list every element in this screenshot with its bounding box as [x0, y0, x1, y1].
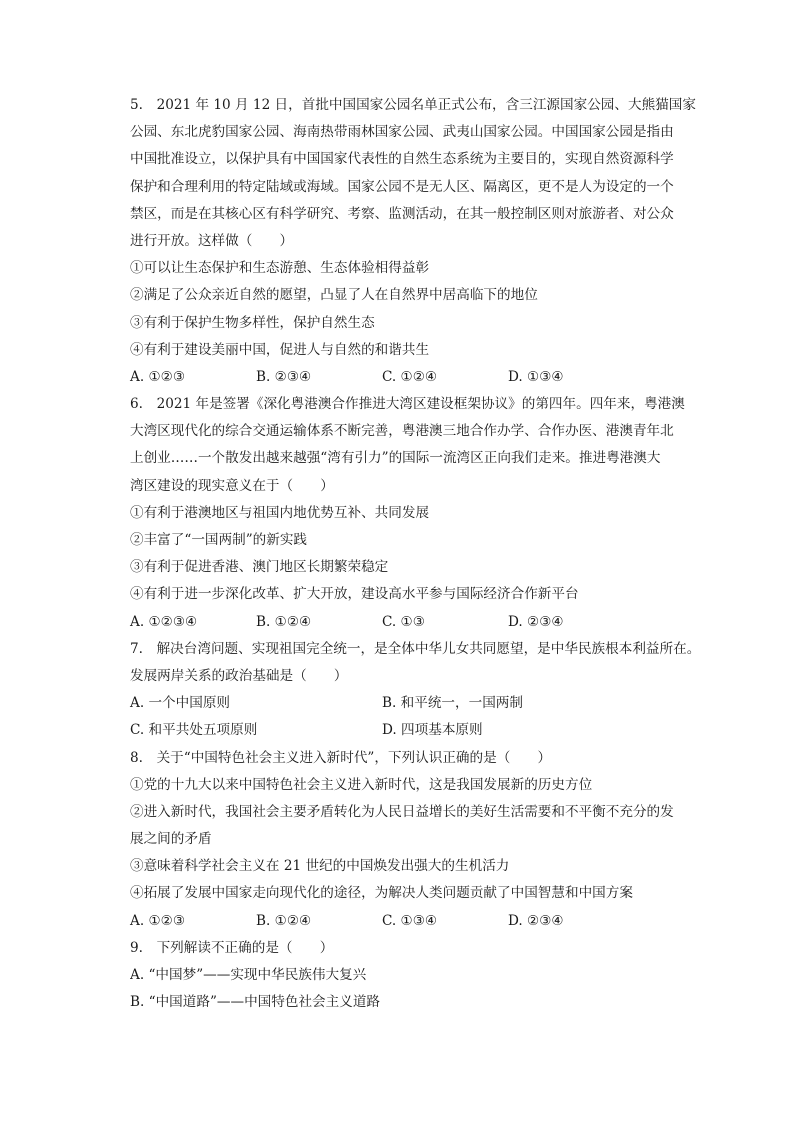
question-7	[130, 636, 700, 745]
option-a: A. “中国梦”——实现中华民族伟大复兴	[130, 967, 367, 983]
option-b: B. 和平统一，一国两制	[382, 695, 523, 712]
statement-item: ①有利于港澳地区与祖国内地优势互补、共同发展	[130, 504, 430, 521]
option-c: C. ①②④	[382, 368, 438, 385]
question-stem-line: 9. 下列解读不正确的是（ ）	[130, 939, 334, 956]
question-stem-line: 发展两岸关系的政治基础是（ ）	[130, 667, 348, 684]
option-d: D. ①③④	[508, 368, 564, 385]
option-d: D. ②③④	[508, 912, 564, 929]
question-stem-line: 8. 关于“中国特色社会主义进入新时代”，下列认识正确的是（ ）	[130, 749, 552, 766]
option-a: A. ①②③	[130, 368, 186, 385]
exam-page	[130, 92, 700, 1016]
statement-item: ③有利于促进香港、澳门地区长期繁荣稳定	[130, 559, 389, 576]
answer-options-row	[130, 690, 700, 717]
question-stem-line: 公园、东北虎豹国家公园、海南热带雨林国家公园、武夷山国家公园。中国国家公园是指由	[130, 124, 674, 141]
question-stem-line: 保护和合理利用的特定陆域或海域。国家公园不是无人区、隔离区，更不是人为设定的一个	[130, 178, 674, 195]
statement-item: ②进入新时代，我国社会主要矛盾转化为人民日益增长的美好生活需要和不平衡不充分的发	[130, 803, 674, 820]
statement-item: ③意味着科学社会主义在 21 世纪的中国焕发出强大的生机活力	[130, 858, 510, 875]
statement-item: 展之间的矛盾	[130, 831, 212, 848]
question-stem-line: 湾区建设的现实意义在于（ ）	[130, 477, 334, 494]
option-c: C. ①③	[382, 613, 425, 630]
answer-options	[130, 609, 700, 636]
statement-item: ②丰富了“一国两制”的新实践	[130, 532, 308, 548]
answer-options-row	[130, 717, 700, 744]
statement-item: ①可以让生态保护和生态游憩、生态体验相得益彰	[130, 260, 430, 277]
statement-item: ①党的十九大以来中国特色社会主义进入新时代，这是我国发展新的历史方位	[130, 776, 593, 793]
statement-item: ④有利于建设美丽中国，促进人与自然的和谐共生	[130, 341, 430, 358]
option-c: C. ①③④	[382, 912, 438, 929]
question-6	[130, 391, 700, 636]
question-stem-line: 5. 2021 年 10 月 12 日，首批中国国家公园名单正式公布，含三江源国家公园、大熊猫国家	[130, 97, 696, 113]
statement-item: ④有利于进一步深化改革、扩大开放，建设高水平参与国际经济合作新平台	[130, 586, 579, 603]
option-a: A. 一个中国原则	[130, 695, 231, 712]
statement-item: ②满足了公众亲近自然的愿望，凸显了人在自然界中居高临下的地位	[130, 287, 538, 304]
option-b: B. “中国道路”——中国特色社会主义道路	[130, 994, 381, 1011]
option-c: C. 和平共处五项原则	[130, 722, 258, 739]
option-b: B. ①②④	[256, 613, 312, 630]
question-stem-line: 进行开放。这样做（ ）	[130, 232, 294, 249]
option-d: D. ②③④	[508, 613, 564, 630]
answer-options	[130, 364, 700, 391]
option-d: D. 四项基本原则	[382, 722, 483, 739]
question-stem-line: 禁区，而是在其核心区有科学研究、考察、监测活动，在其一般控制区则对旅游者、对公众	[130, 205, 674, 222]
question-5	[130, 92, 700, 391]
question-stem-line: 大湾区现代化的综合交通运输体系不断完善，粤港澳三地合作办学、合作办医、港澳青年北	[130, 423, 674, 440]
question-8	[130, 745, 700, 935]
option-a: A. ①②③	[130, 912, 186, 929]
question-stem-line: 中国批准设立，以保护具有中国国家代表性的自然生态系统为主要目的，实现自然资源科学	[130, 151, 674, 168]
question-stem-line: 上创业……一个散发出越来越强“湾有引力”的国际一流湾区正向我们走来。推进粤港澳大	[130, 450, 661, 467]
answer-options	[130, 908, 700, 935]
option-b: B. ②③④	[256, 368, 312, 385]
question-stem-line: 6. 2021 年是签署《深化粤港澳合作推进大湾区建设框架协议》的第四年。四年来，粤港澳	[130, 396, 685, 413]
question-stem-line: 7. 解决台湾问题、实现祖国完全统一，是全体中华儿女共同愿望，是中华民族根本利益所在。	[130, 640, 700, 657]
statement-item: ④拓展了发展中国家走向现代化的途径，为解决人类问题贡献了中国智慧和中国方案	[130, 885, 633, 902]
question-9	[130, 935, 700, 1017]
statement-item: ③有利于保护生物多样性，保护自然生态	[130, 314, 375, 331]
option-a: A. ①②③④	[130, 613, 198, 630]
option-b: B. ①②④	[256, 912, 312, 929]
